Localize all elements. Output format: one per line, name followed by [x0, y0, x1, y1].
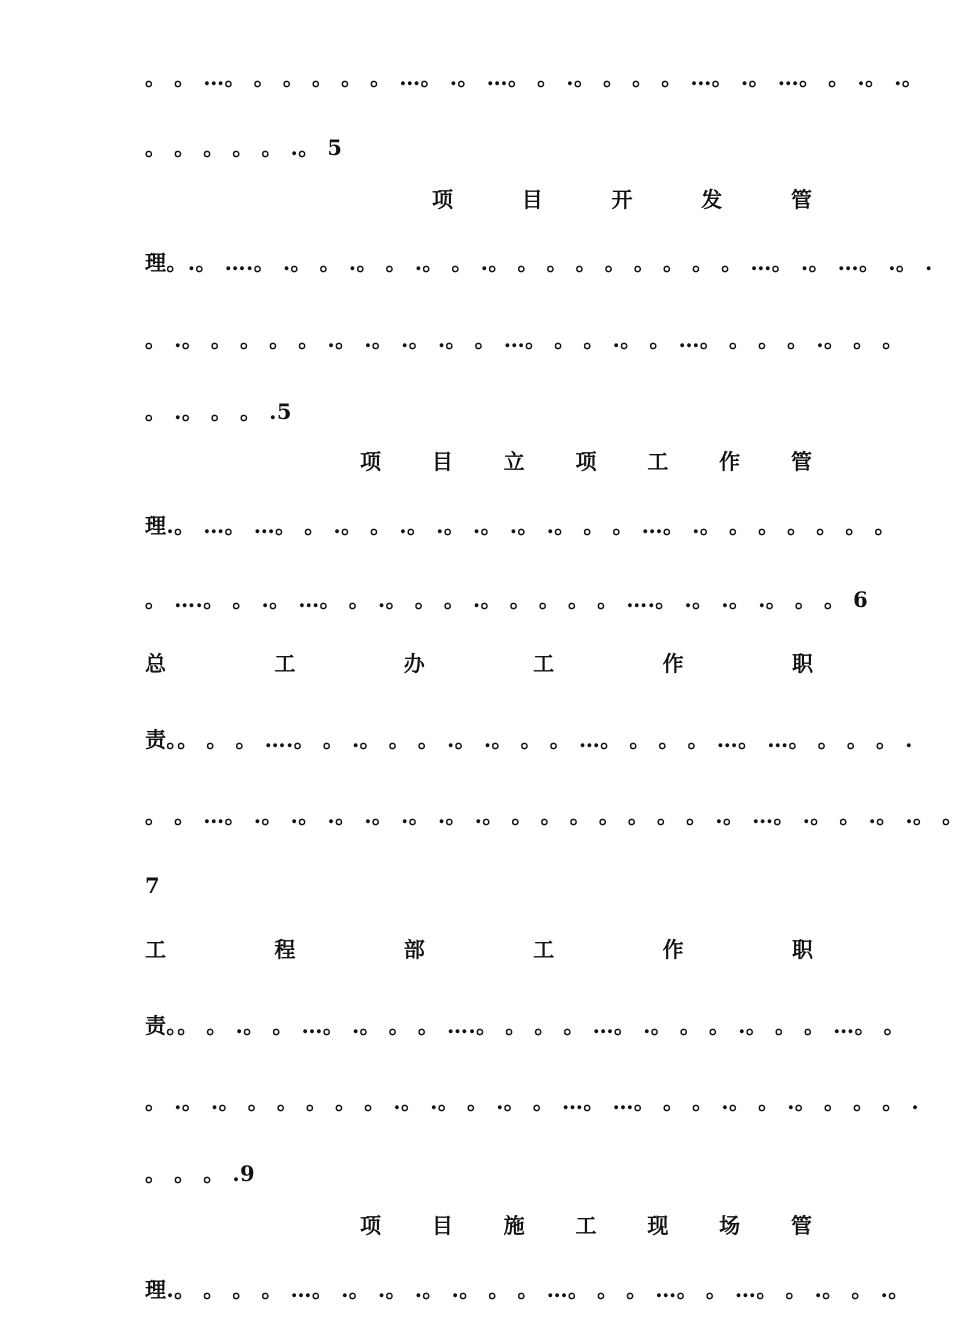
title-char: 目 [431, 1213, 453, 1238]
toc-leader-line: 。 。 …。 。 。 。 。 。 …。 .。 …。 。 .。 。 。 。 …。 .。 …。 。 .。 .。 [145, 65, 924, 90]
title-char: 部 [403, 937, 425, 962]
title-char: 现 [647, 1213, 669, 1238]
toc-leader-line: 。 ….。 。 .。 …。 。 .。 。 。 .。 。 。 。 。 ….。 .。 .。 .。 。 。 6 [145, 587, 869, 612]
toc-entry-title [432, 182, 812, 218]
title-char: 程 [274, 937, 296, 962]
toc-leader-line: 责。。 。 。 ….。 。 .。 。 。 .。 .。 。 。 …。 。 。 。 …。 …。 。 。 。 . [145, 727, 913, 752]
title-char: 工 [145, 937, 166, 962]
title-char: 办 [403, 651, 425, 676]
title-char: 作 [662, 937, 684, 962]
title-char: 工 [274, 651, 296, 676]
title-char: 项 [575, 449, 597, 474]
title-char: 管 [791, 187, 812, 212]
title-char: 项 [432, 187, 453, 212]
title-char: 总 [145, 651, 166, 676]
toc-leader-line: 理。.。 ….。 .。 。 .。 。 .。 。 .。 。 。 。 。 。 。 。 。 …。 .。 …。 .。 . [145, 250, 933, 275]
title-char: 作 [719, 449, 741, 474]
toc-page-number: 7 [145, 873, 161, 898]
toc-entry-title [360, 1208, 812, 1244]
title-char: 管 [790, 1213, 812, 1238]
title-char: 开 [611, 187, 633, 212]
title-char: 工 [533, 937, 555, 962]
toc-leader-line: 理.。 。 。 。 …。 .。 .。 .。 .。 。 。 …。 。 。 …。 。 …。 。 .。 。 .。 [145, 1277, 910, 1302]
title-char: 目 [431, 449, 453, 474]
toc-entry-title [145, 932, 813, 968]
title-char: 项 [360, 1213, 381, 1238]
title-char: 施 [503, 1213, 525, 1238]
title-char: 发 [701, 187, 723, 212]
title-char: 工 [533, 651, 555, 676]
title-char: 职 [791, 651, 813, 676]
toc-leader-line: 理.。 …。 …。 。 .。 。 .。 .。 .。 .。 .。 。 。 …。 .。 。 。 。 。 。 。 [145, 513, 896, 538]
toc-leader-line: 。 。 。 .9 [145, 1161, 256, 1186]
title-char: 场 [719, 1213, 741, 1238]
title-char: 工 [647, 449, 669, 474]
title-char: 工 [575, 1213, 597, 1238]
toc-entry-title [145, 646, 813, 682]
title-char: 目 [521, 187, 543, 212]
toc-leader-line: 责。。 。 .。 。 …。 .。 。 。 ….。 。 。 。 …。 .。 。 。 .。 。 。 …。 。 [145, 1013, 906, 1038]
toc-leader-line: 。 .。 。 。 .5 [145, 399, 292, 424]
toc-leader-line: 。 .。 .。 。 。 。 。 。 .。 .。 。 .。 。 …。 …。 。 。 .。 。 .。 。 。 。 . [145, 1089, 920, 1114]
title-char: 职 [791, 937, 813, 962]
title-char: 立 [503, 449, 525, 474]
toc-leader-line: 。 。 …。 .。 .。 .。 .。 .。 .。 .。 。 。 。 。 。 。 。 .。 …。 .。 。 .。 .。 。 [145, 803, 964, 828]
title-char: 项 [360, 449, 381, 474]
toc-leader-line: 。 .。 。 。 。 。 .。 .。 .。 .。 。 …。 。 。 .。 。 …。 。 。 。 .。 。 。 [145, 327, 904, 352]
toc-entry-title [360, 444, 812, 480]
title-char: 作 [662, 651, 684, 676]
toc-leader-line: 。 。 。 。 。 .。 5 [145, 135, 343, 160]
title-char: 管 [790, 449, 812, 474]
